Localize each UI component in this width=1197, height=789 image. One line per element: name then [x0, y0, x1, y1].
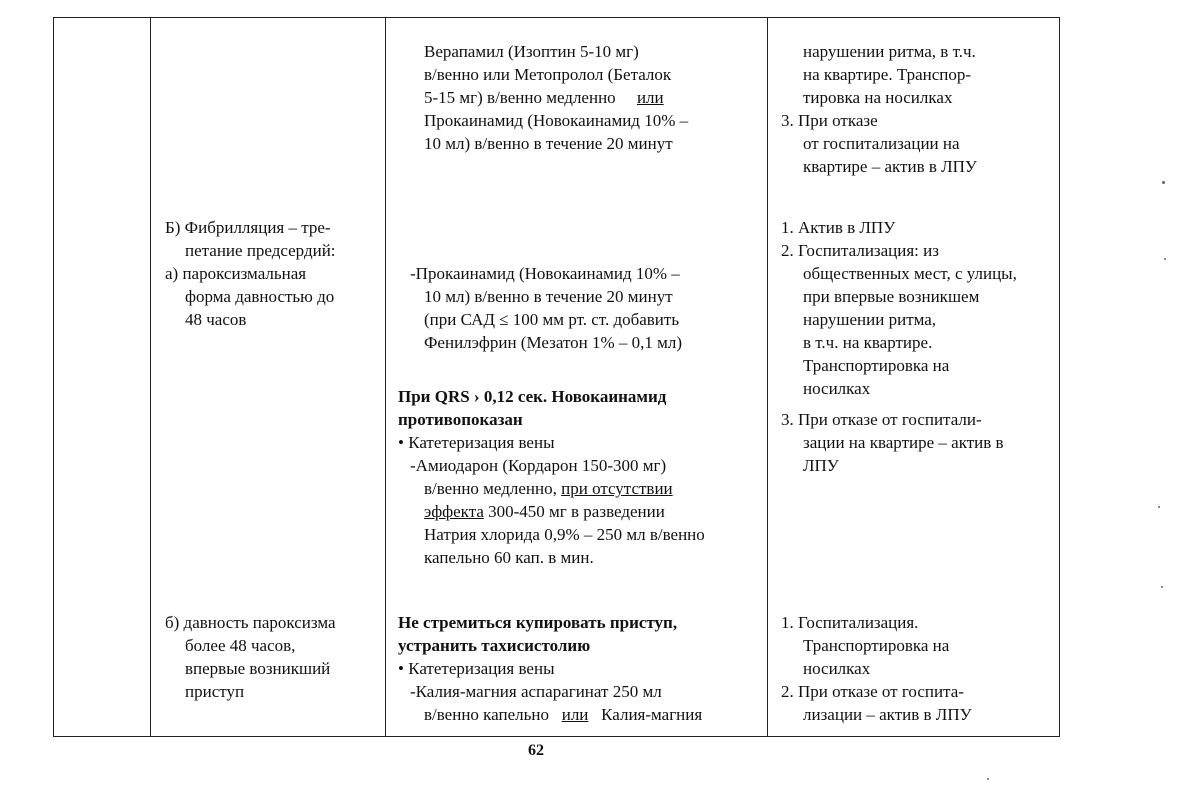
condition-text: приступ: [185, 682, 245, 701]
tactics-text: 1. Актив в ЛПУ: [781, 218, 896, 237]
treatment-text: 10 мл) в/венно в течение 20 минут: [424, 287, 673, 306]
scan-speck: [1162, 181, 1165, 184]
tactics-text: Транспортировка на: [803, 636, 950, 655]
condition-text: б) давность пароксизма: [165, 613, 336, 632]
treatment-text: Верапамил (Изоптин 5-10 мг): [424, 42, 639, 61]
treatment-text: Фенилэфрин (Мезатон 1% – 0,1 мл): [424, 333, 683, 352]
column-divider-1: [150, 17, 151, 737]
condition-text: форма давностью до: [185, 287, 335, 306]
tactics-text: 1. Госпитализация.: [781, 613, 919, 632]
tactics-text: ЛПУ: [803, 456, 839, 475]
tactics-text: 3. При отказе от госпитали-: [781, 410, 982, 429]
tactics-text: тировка на носилках: [803, 88, 953, 107]
treatment-text: Натрия хлорида 0,9% – 250 мл в/венно: [424, 525, 705, 544]
tactics-text: общественных мест, с улицы,: [803, 264, 1017, 283]
warning-text: устранить тахисистолию: [398, 636, 591, 655]
tactics-text: на квартире. Транспор-: [803, 65, 972, 84]
treatment-text: капельно 60 кап. в мин.: [424, 548, 594, 567]
warning-text: При QRS › 0,12 сек. Новокаинамид: [398, 387, 667, 406]
tactics-text: квартире – актив в ЛПУ: [803, 157, 977, 176]
warning-text: Не стремиться купировать приступ,: [398, 613, 678, 632]
condition-text: а) пароксизмальная: [165, 264, 307, 283]
tactics-text: от госпитализации на: [803, 134, 960, 153]
treatment-text: -Калия-магния аспарагинат 250 мл: [410, 682, 662, 701]
tactics-text: 3. При отказе: [781, 111, 878, 130]
treatment-text: • Катетеризация вены: [398, 433, 555, 452]
treatment-text: • Катетеризация вены: [398, 659, 555, 678]
tactics-text: 2. Госпитализация: из: [781, 241, 939, 260]
condition-text: петание предсердий:: [185, 241, 336, 260]
scan-speck: [1158, 506, 1160, 508]
condition-text: 48 часов: [185, 310, 247, 329]
scan-speck: [1164, 258, 1166, 260]
scan-speck: [1161, 586, 1163, 588]
warning-text: противопоказан: [398, 410, 523, 429]
tactics-text: зации на квартире – актив в: [803, 433, 1004, 452]
tactics-text: нарушении ритма,: [803, 310, 937, 329]
tactics-text: лизации – актив в ЛПУ: [803, 705, 972, 724]
condition-text: впервые возникший: [185, 659, 331, 678]
treatment-text: Прокаинамид (Новокаинамид 10% –: [424, 111, 689, 130]
column-divider-3: [767, 17, 768, 737]
tactics-text: носилках: [803, 659, 871, 678]
treatment-text: (при САД ≤ 100 мм рт. ст. добавить: [424, 310, 680, 329]
tactics-text: нарушении ритма, в т.ч.: [803, 42, 976, 61]
scan-speck: [987, 778, 989, 780]
tactics-text: Транспортировка на: [803, 356, 950, 375]
treatment-text: в/венно или Метопролол (Беталок: [424, 65, 672, 84]
treatment-text: в/венно капельно или Калия-магния: [424, 705, 703, 724]
tactics-text: в т.ч. на квартире.: [803, 333, 933, 352]
treatment-text: в/венно медленно, при отсутствии: [424, 479, 673, 498]
treatment-text: эффекта 300-450 мг в разведении: [424, 502, 665, 521]
page-number: 62: [528, 742, 544, 759]
treatment-text: -Прокаинамид (Новокаинамид 10% –: [410, 264, 680, 283]
condition-text: Б) Фибрилляция – тре-: [165, 218, 331, 237]
treatment-text: 5-15 мг) в/венно медленно или: [424, 88, 664, 107]
condition-text: более 48 часов,: [185, 636, 296, 655]
tactics-text: при впервые возникшем: [803, 287, 980, 306]
treatment-text: 10 мл) в/венно в течение 20 минут: [424, 134, 673, 153]
treatment-text: -Амиодарон (Кордарон 150-300 мг): [410, 456, 667, 475]
column-divider-2: [385, 17, 386, 737]
tactics-text: носилках: [803, 379, 871, 398]
tactics-text: 2. При отказе от госпита-: [781, 682, 964, 701]
